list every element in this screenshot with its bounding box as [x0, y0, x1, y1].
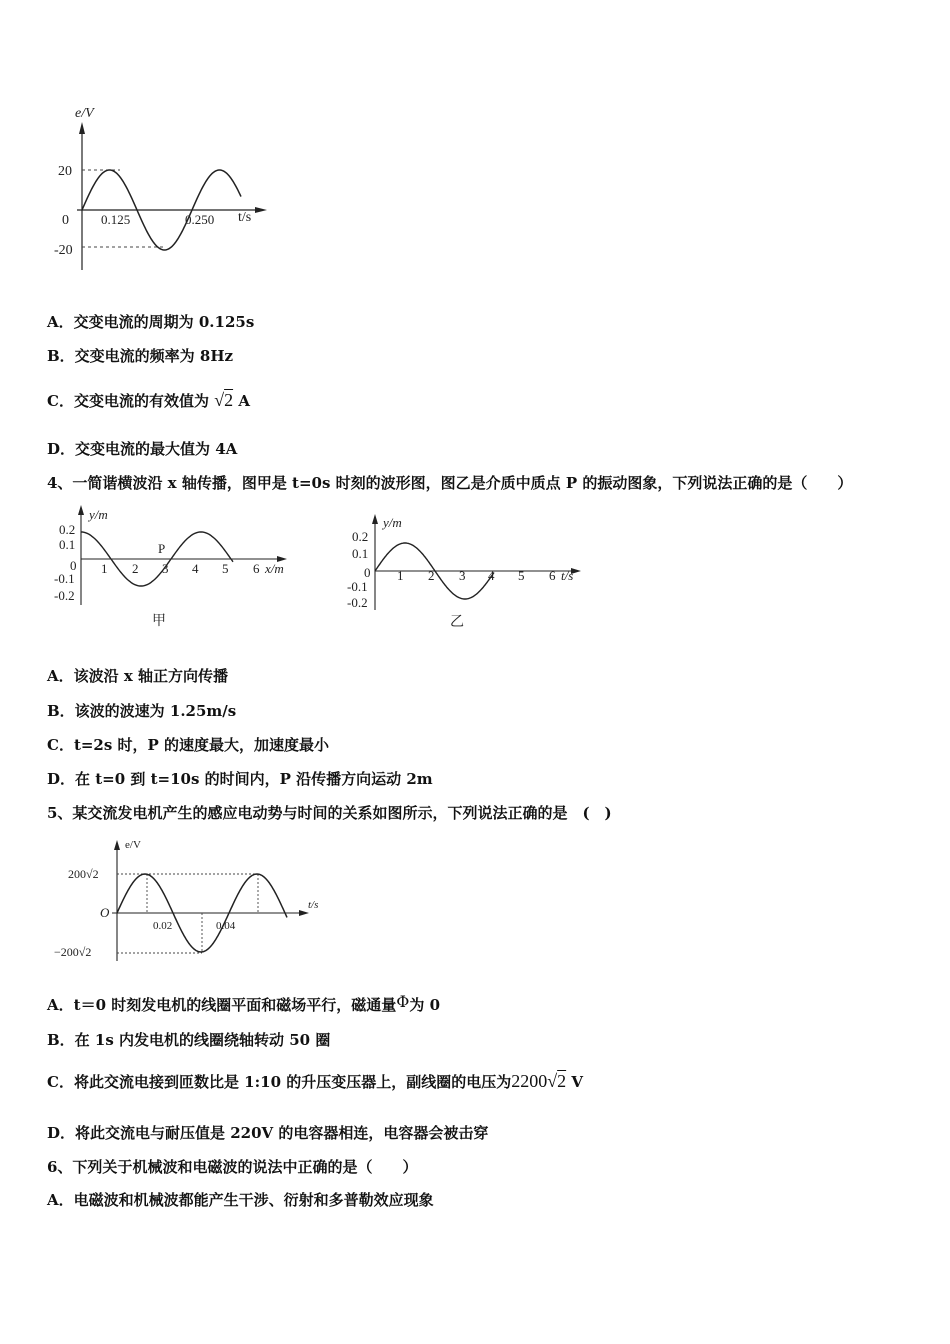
x-axis-arrow: [255, 207, 267, 213]
x-tick: 6: [253, 561, 260, 576]
q4-stem: 4、一简谐横波沿 x 轴传播，图甲是 t=0s 时刻的波形图，图乙是介质中质点 P 的振动图象，下列说法正确的是（ ）: [47, 474, 853, 492]
y-axis-label: y/m: [383, 515, 402, 530]
y-tick: 0.1: [352, 546, 369, 561]
y-tick: 0.1: [59, 537, 76, 552]
x-tick: 3: [459, 568, 466, 583]
y-tick-20: 20: [58, 164, 72, 179]
y-tick-neg20: -20: [54, 243, 73, 258]
radicand: 2: [224, 390, 234, 410]
y-tick: 0: [364, 565, 371, 580]
x-tick: 4: [488, 568, 495, 583]
x-tick: 1: [101, 561, 108, 576]
q3-option-c[interactable]: [47, 390, 250, 411]
x-tick: 2: [132, 561, 139, 576]
q5-option-c-text: C．将此交流电接到匝数比是 1:10 的升压变压器上，副线圈的电压为: [47, 1073, 512, 1091]
x-tick: 5: [518, 568, 525, 583]
figure-wave-jia: [45, 505, 300, 633]
q6-option-a[interactable]: A．电磁波和机械波都能产生干涉、衍射和多普勒效应现象: [47, 1191, 434, 1209]
y-axis-label: y/m: [89, 507, 108, 522]
coefficient: 2200: [511, 1071, 548, 1091]
y-axis-label: e/V: [125, 839, 141, 851]
x-tick-0250: 0.250: [185, 212, 215, 227]
x-tick: 0.04: [216, 920, 236, 932]
x-tick: 2: [428, 568, 435, 583]
y-axis-label: e/V: [75, 106, 94, 121]
sqrt-expression: √2: [214, 390, 234, 410]
y-tick: 0.2: [59, 522, 76, 537]
x-tick: 6: [549, 568, 556, 583]
q3-option-c-text: C．交变电流的有效值为: [47, 392, 209, 410]
x-tick: 1: [397, 568, 404, 583]
x-tick: 3: [162, 561, 169, 576]
y-tick: -0.1: [347, 579, 368, 594]
q4-option-c[interactable]: C．t=2s 时，P 的速度最大，加速度最小: [47, 736, 330, 754]
q4-option-b[interactable]: B．该波的波速为 1.25m/s: [47, 702, 237, 720]
q5-option-a[interactable]: [47, 994, 440, 1015]
q3-option-a[interactable]: A．交变电流的周期为 0.125s: [47, 313, 255, 331]
q3-option-b[interactable]: B．交变电流的频率为 8Hz: [47, 347, 234, 365]
q3-option-d[interactable]: D．交变电流的最大值为 4A: [47, 440, 238, 458]
q3-option-c-unit: A: [238, 392, 250, 410]
x-axis-label: t/s: [561, 568, 574, 583]
figure-emf-graph-5: [50, 835, 330, 970]
y-tick-min: −200√2: [54, 945, 92, 959]
y-tick-max: 200√2: [68, 867, 99, 881]
radicand: 2: [557, 1071, 567, 1091]
q5-option-a-tail: 为 0: [409, 996, 441, 1014]
y-tick: 0.2: [352, 529, 369, 544]
x-tick-0125: 0.125: [101, 212, 131, 227]
q5-stem: 5、某交流发电机产生的感应电动势与时间的关系如图所示，下列说法正确的是 ( ): [47, 804, 612, 822]
x-tick: 4: [192, 561, 199, 576]
q5-option-a-text: A．t＝0 时刻发电机的线圈平面和磁场平行，磁通量: [47, 996, 397, 1014]
phi-symbol: Φ: [396, 992, 410, 1011]
figure-vibration-yi: [342, 510, 597, 635]
origin-label: O: [100, 905, 110, 920]
point-p-label: P: [158, 541, 166, 556]
y-tick-0: 0: [62, 213, 69, 228]
x-tick: 0.02: [153, 920, 173, 932]
q5-option-b[interactable]: B．在 1s 内发电机的线圈绕轴转动 50 圈: [47, 1031, 331, 1049]
caption-yi: 乙: [450, 615, 464, 630]
y-tick: -0.1: [54, 571, 75, 586]
q4-option-d[interactable]: D．在 t=0 到 t=10s 的时间内，P 沿传播方向运动 2m: [47, 770, 433, 788]
y-tick: -0.2: [54, 588, 75, 603]
q5-option-d[interactable]: D．将此交流电与耐压值是 220V 的电容器相连，电容器会被击穿: [47, 1124, 489, 1142]
x-axis-label: t/s: [308, 899, 319, 911]
figure-emf-graph-1: [45, 100, 285, 275]
x-tick: 5: [222, 561, 229, 576]
y-tick: -0.2: [347, 595, 368, 610]
x-axis-label: t/s: [238, 210, 252, 225]
y-tick: 0: [70, 558, 77, 573]
caption-jia: 甲: [152, 614, 166, 629]
q4-option-a[interactable]: A．该波沿 x 轴正方向传播: [47, 667, 229, 685]
q5-option-c[interactable]: [47, 1071, 583, 1092]
voltage-expression: 2200√2: [511, 1071, 567, 1091]
q6-stem: 6、下列关于机械波和电磁波的说法中正确的是（ ）: [47, 1158, 418, 1176]
x-axis-label: x/m: [265, 561, 284, 576]
y-axis-arrow: [79, 122, 85, 134]
q5-option-c-unit: V: [571, 1073, 583, 1091]
